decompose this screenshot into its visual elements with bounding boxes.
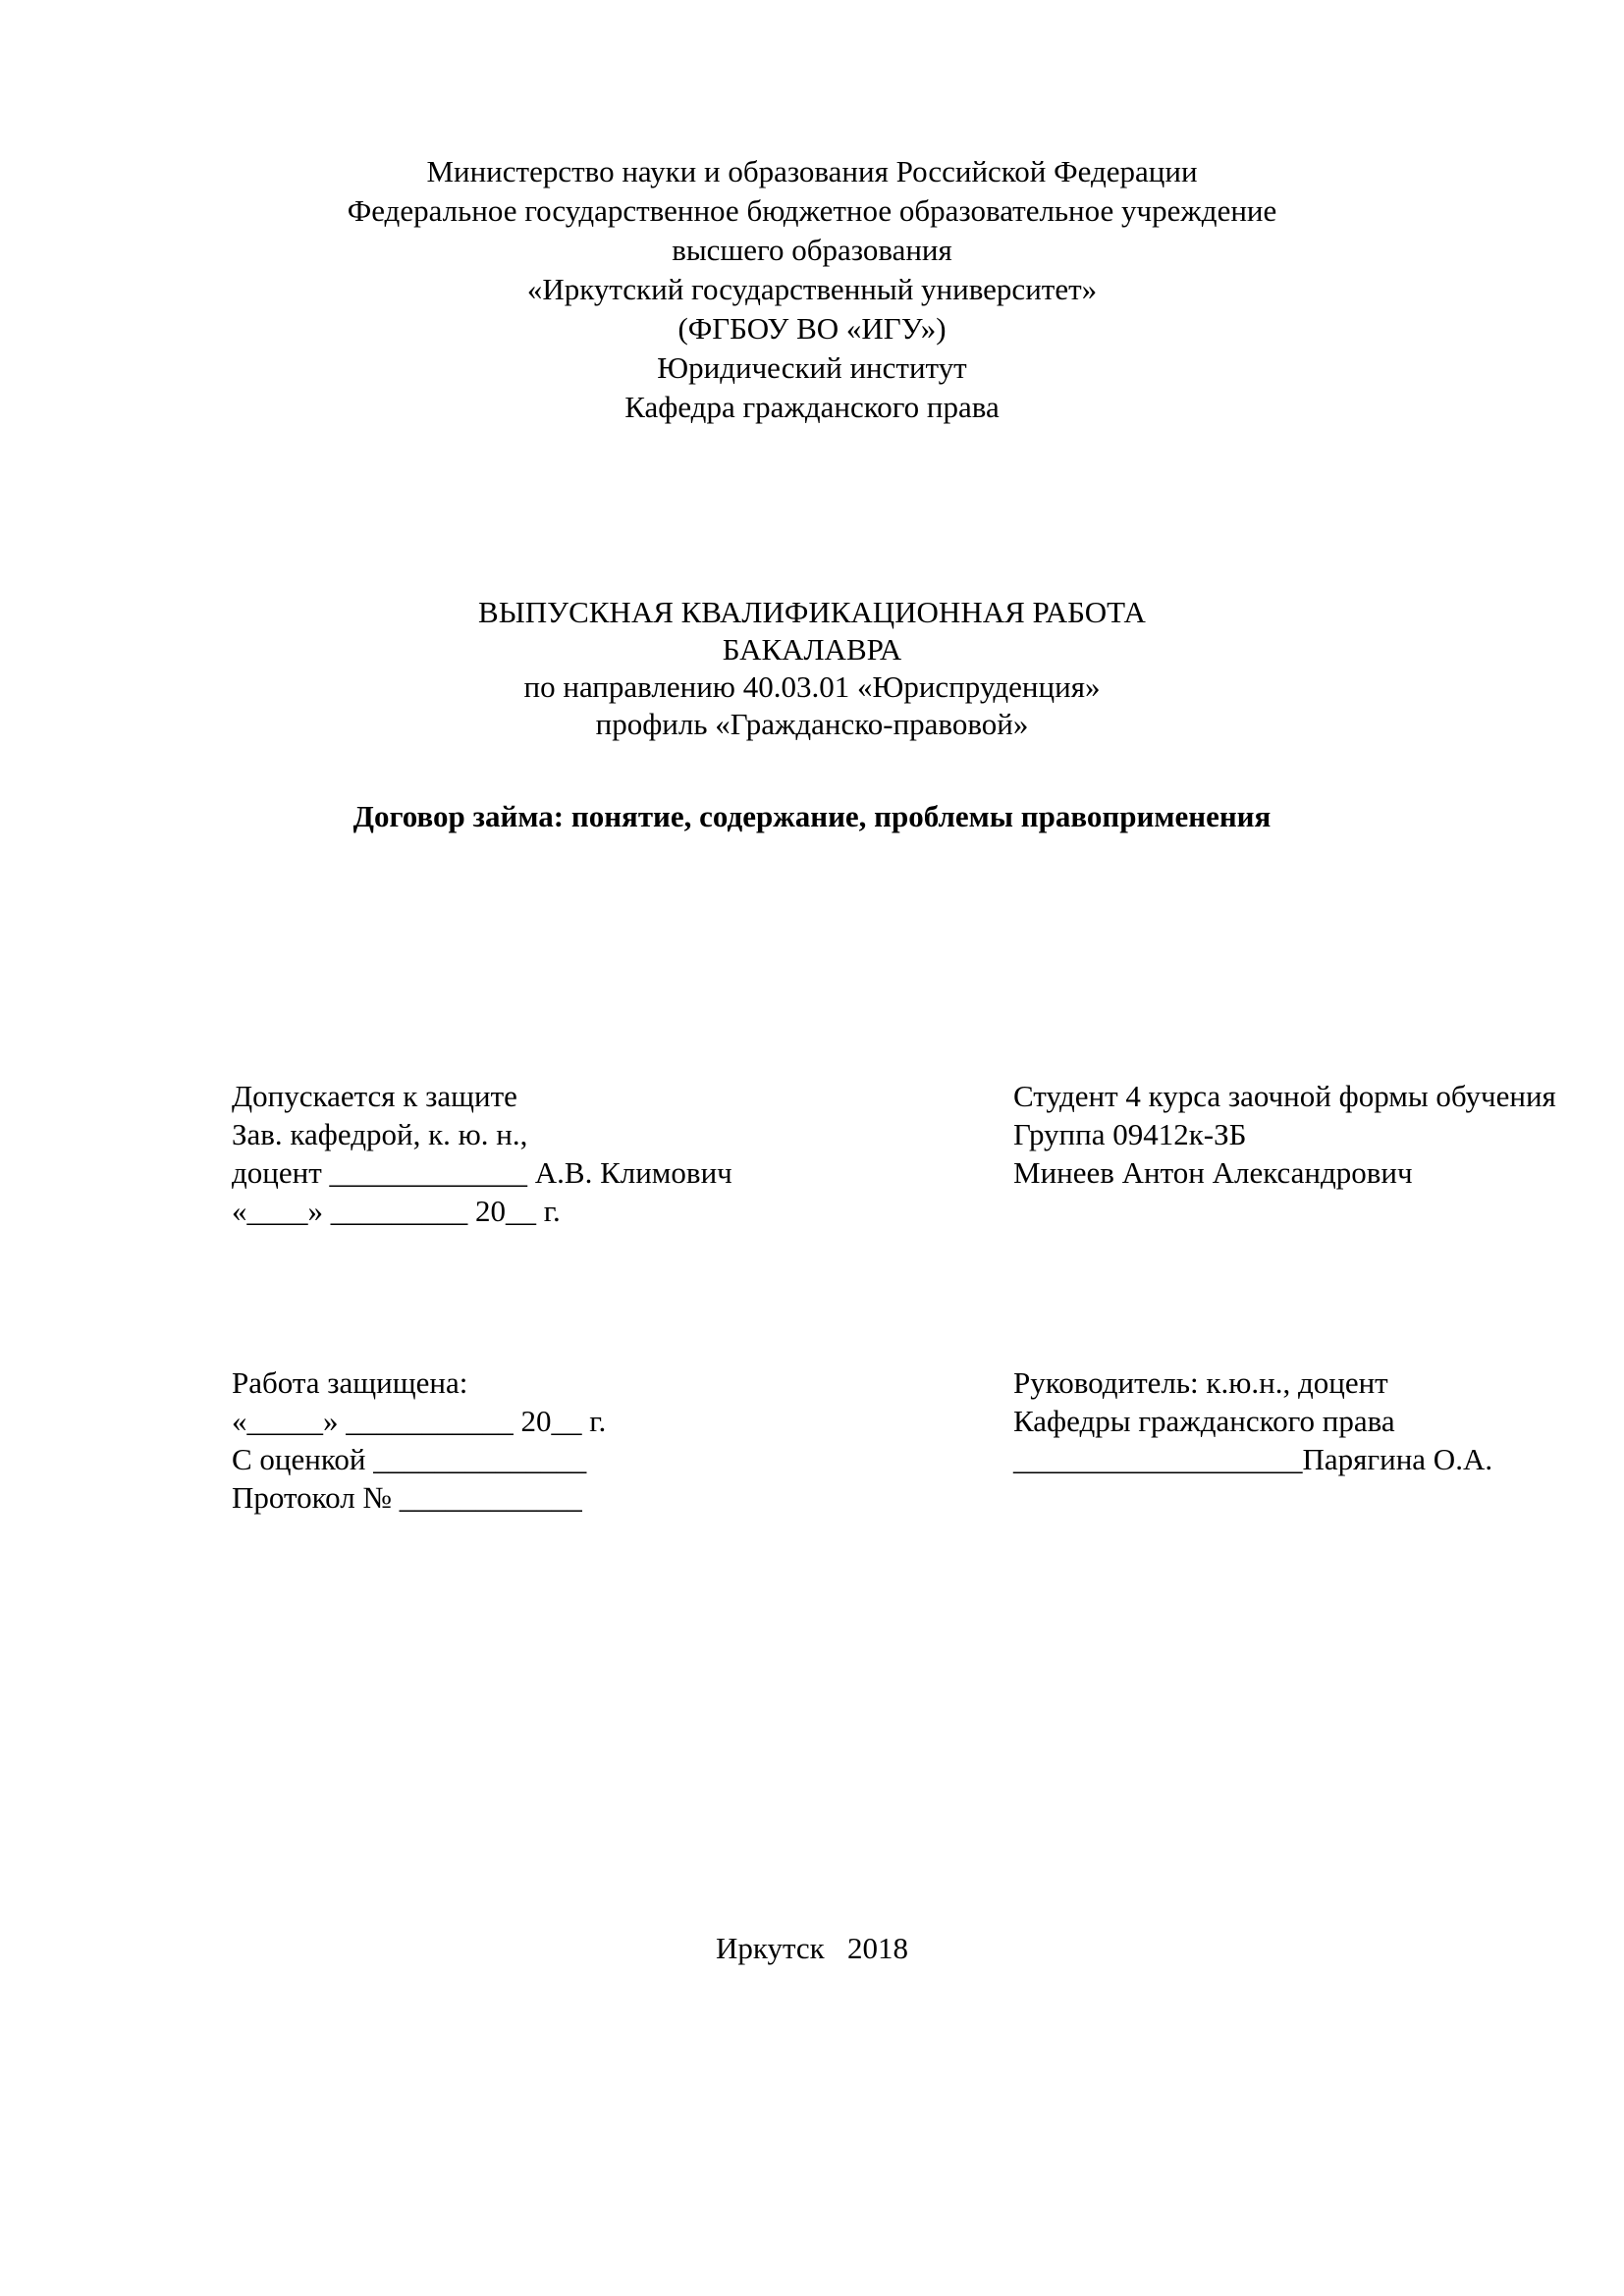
institution-line-2: высшего образования: [672, 233, 952, 267]
supervisor-line: Кафедры гражданского права: [1013, 1404, 1395, 1438]
profile-line: профиль «Гражданско-правовой»: [595, 707, 1029, 741]
supervisor-block: [1013, 1363, 1492, 1478]
work-type-line-1: ВЫПУСКНАЯ КВАЛИФИКАЦИОННАЯ РАБОТА: [478, 595, 1146, 629]
student-info-line: Студент 4 курса заочной формы обучения: [1013, 1079, 1556, 1113]
ministry-line: Министерство науки и образования Российской Федерации: [426, 154, 1198, 188]
title-block: [0, 594, 1624, 743]
defense-left-line: С оценкой ______________: [232, 1442, 587, 1476]
defense-left-line: «_____» ___________ 20__ г.: [232, 1404, 607, 1438]
university-line: «Иркутский государственный университет»: [526, 272, 1098, 306]
defense-left-line: Протокол № ____________: [232, 1480, 582, 1515]
work-type-line-2: БАКАЛАВРА: [722, 632, 902, 667]
abbreviation-line: (ФГБОУ ВО «ИГУ»): [677, 311, 947, 346]
institution-line-1: Федеральное государственное бюджетное образовательное учреждение: [347, 193, 1277, 228]
department-line: Кафедра гражданского права: [624, 390, 1000, 424]
defense-left-line: Работа защищена:: [232, 1365, 468, 1400]
thesis-topic: Договор займа: понятие, содержание, проблемы правоприменения: [352, 799, 1272, 833]
supervisor-line: ___________________Парягина О.А.: [1013, 1442, 1493, 1476]
student-info-line: Минеев Антон Александрович: [1013, 1155, 1413, 1190]
admission-left-line: «____» _________ 20__ г.: [232, 1194, 561, 1228]
student-info-line: Группа 09412к-ЗБ: [1013, 1117, 1247, 1151]
institute-line: Юридический институт: [657, 350, 967, 385]
header-block: [0, 152, 1624, 427]
admission-left-line: Допускается к защите: [232, 1079, 517, 1113]
supervisor-line: Руководитель: к.ю.н., доцент: [1013, 1365, 1388, 1400]
direction-line: по направлению 40.03.01 «Юриспруденция»: [523, 669, 1101, 704]
city-year-footer: Иркутск 2018: [715, 1931, 908, 1965]
admission-left-line: доцент _____________ А.В. Климович: [232, 1155, 732, 1190]
defense-left-block: [232, 1363, 606, 1517]
admission-left-block: [232, 1077, 732, 1230]
student-info-block: [1013, 1077, 1556, 1192]
admission-left-line: Зав. кафедрой, к. ю. н.,: [232, 1117, 528, 1151]
